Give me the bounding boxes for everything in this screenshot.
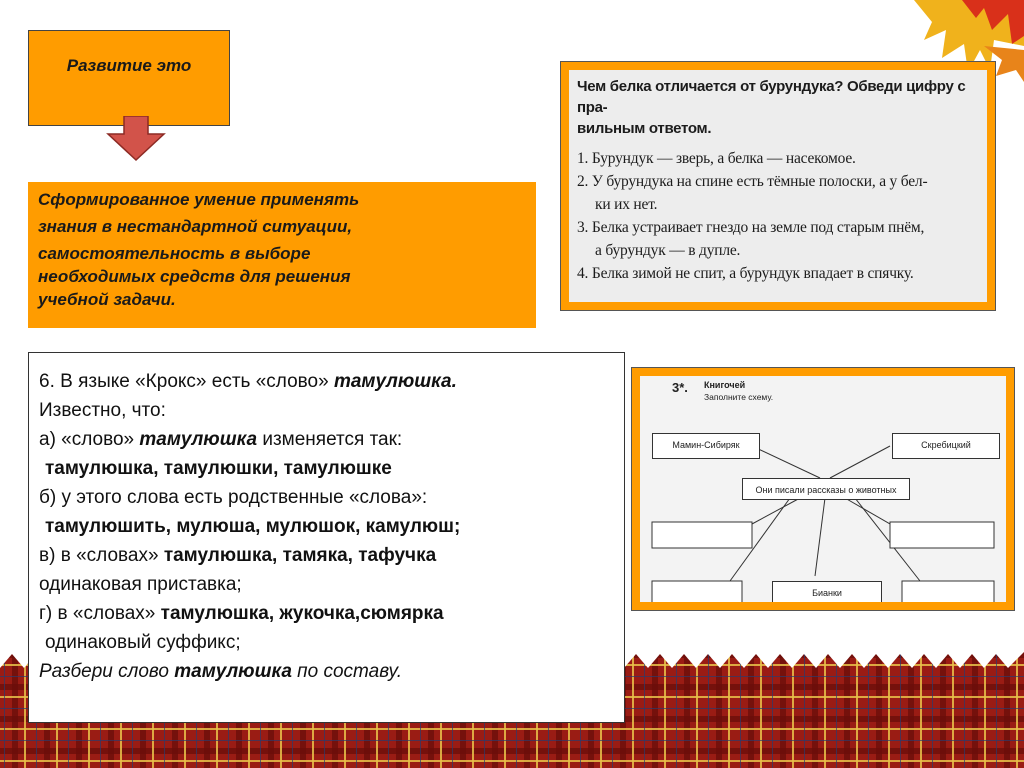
answer-option: 3. Белка устраивает гнездо на земле под старым пнём, [577, 219, 925, 236]
scheme-node-center: Они писали рассказы о животных [742, 478, 910, 500]
task-text: по составу. [291, 661, 403, 682]
task-line: б) у этого слова есть родственные «слова»: [39, 487, 428, 508]
task-line [39, 425, 624, 454]
scan-page [569, 70, 987, 302]
exercise-heading: Книгочей [704, 380, 746, 390]
key-word: тамулюшка [174, 661, 292, 682]
task-box [28, 352, 625, 723]
definition-line: необходимых средств для решения [38, 267, 351, 286]
task-line [39, 599, 624, 628]
answer-option: ки их нет. [595, 196, 658, 213]
task-line [39, 657, 624, 686]
prefix-words: тамулюшка, тамяка, тафучка [163, 545, 437, 566]
answer-option: 1. Бурундук — зверь, а белка — насекомое. [577, 150, 856, 167]
task-line: одинаковая приставка; [39, 574, 242, 595]
task-text: г) в «словах» [39, 603, 161, 624]
exercise-instruction: Заполните схему. [704, 392, 774, 402]
task-text: а) «слово» [39, 429, 140, 450]
task-line [39, 512, 624, 541]
task-line: одинаковый суффикс; [45, 632, 241, 653]
task-text: В языке «Крокс» есть «слово» [54, 371, 334, 392]
task-line: Известно, что: [39, 400, 166, 421]
scheme-scan [640, 376, 1006, 602]
task-line [39, 454, 624, 483]
scheme-image [631, 367, 1015, 611]
task-text: Разбери слово [39, 661, 175, 682]
scheme-node-right: Скребицкий [892, 433, 1000, 459]
task-line [39, 367, 624, 396]
slide-title: Развитие это [66, 56, 192, 75]
definition-line: самостоятельность в выборе [38, 244, 311, 263]
definition-line: знания в нестандартной ситуации, [38, 217, 353, 236]
title-box [28, 30, 230, 126]
scheme-node-bottom: Бианки [772, 581, 882, 602]
related-words: тамулюшить, мулюша, мулюшок, камулюш; [45, 516, 461, 537]
task-text: изменяется так: [257, 429, 403, 450]
answer-option: 4. Белка зимой не спит, а бурундук впадает в спячку. [577, 265, 914, 282]
question-text: вильным ответом. [577, 120, 712, 137]
answer-option: а бурундук — в дупле. [595, 242, 741, 259]
scheme-node-left: Мамин-Сибиряк [652, 433, 760, 459]
exercise-number: 3*. [672, 380, 688, 395]
definition-line: учебной задачи. [38, 290, 176, 309]
suffix-words: тамулюшка, жукочка,сюмярка [160, 603, 444, 624]
task-line [39, 541, 624, 570]
key-word: тамулюшка. [333, 371, 457, 392]
task-text: в) в «словах» [39, 545, 164, 566]
answer-option: 2. У бурундука на спине есть тёмные полоски, а у бел- [577, 173, 928, 190]
key-word: тамулюшка [139, 429, 258, 450]
down-arrow-icon [106, 116, 166, 162]
squirrel-question-image [560, 61, 996, 311]
definition-line: Сформированное умение применять [38, 190, 360, 209]
task-number: 6. [39, 371, 55, 392]
question-text: Чем белка отличается от бурундука? Обведи цифру с пра- [577, 78, 966, 116]
word-forms: тамулюшка, тамулюшки, тамулюшке [45, 458, 392, 479]
definition-block [28, 182, 536, 328]
